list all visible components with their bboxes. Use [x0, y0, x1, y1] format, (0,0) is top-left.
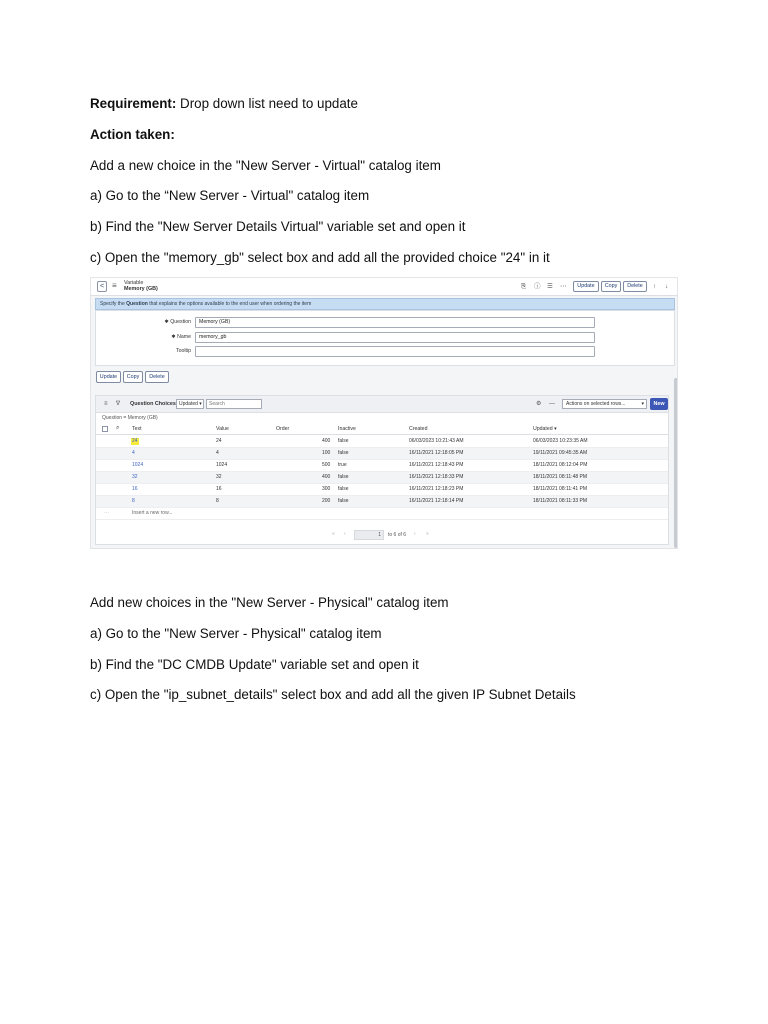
copy-button[interactable]: Copy	[123, 371, 143, 383]
record-name: Memory (GB)	[124, 286, 158, 292]
virtual-step-a: a) Go to the “New Server - Virtual" catalog item	[90, 188, 370, 203]
cell-text[interactable]: 16	[132, 486, 138, 492]
banner-bold: Question	[126, 301, 148, 307]
name-input[interactable]: memory_gb	[195, 332, 595, 343]
physical-step-a: a) Go to the "New Server - Physical" catalog item	[90, 626, 382, 641]
prev-page-icon[interactable]: ‹	[344, 531, 346, 537]
record-type: Variable	[124, 280, 144, 286]
physical-intro: Add new choices in the "New Server - Physical" catalog item	[90, 595, 449, 610]
question-choices-list	[95, 395, 669, 545]
list-collapse-icon[interactable]: —	[549, 401, 555, 407]
cell-created: 16/11/2021 12:18:43 PM	[409, 462, 464, 468]
search-icon[interactable]: ⌕	[116, 425, 120, 431]
cell-order: 500	[322, 462, 331, 468]
cell-order: 300	[322, 486, 331, 492]
breadcrumb[interactable]: Question = Memory (GB)	[102, 415, 158, 421]
page-count: to 6 of 6	[388, 532, 407, 538]
table-row[interactable]	[96, 496, 668, 508]
cell-value: 16	[216, 486, 222, 492]
requirement-line	[90, 95, 358, 113]
tooltip-label: Tooltip	[176, 348, 191, 354]
cell-inactive: false	[338, 450, 349, 456]
next-page-icon[interactable]: ›	[414, 531, 416, 537]
banner-prefix: Specify the	[100, 301, 127, 307]
settings-icon[interactable]: ☰	[547, 283, 553, 290]
sort-select[interactable]: Updated ▾	[176, 399, 204, 409]
page-input[interactable]: 1	[354, 530, 384, 540]
header-delete-button[interactable]: Delete	[623, 281, 647, 292]
back-button[interactable]: <	[97, 281, 107, 292]
cell-inactive: false	[338, 486, 349, 492]
col-updated[interactable]: Updated ▾	[533, 426, 557, 432]
table-row[interactable]	[96, 448, 668, 460]
virtual-step-c: c) Open the "memory_gb" select box and add all the provided choice "24" in it	[90, 250, 550, 265]
info-icon[interactable]: ⓘ	[534, 283, 541, 290]
delete-button[interactable]: Delete	[145, 371, 169, 383]
cell-order: 400	[322, 474, 331, 480]
new-button[interactable]: New	[650, 398, 668, 410]
col-text[interactable]: Text	[132, 426, 142, 432]
cell-value: 32	[216, 474, 222, 480]
col-inactive[interactable]: Inactive	[338, 426, 356, 432]
attachment-icon[interactable]: ⎘	[521, 283, 527, 290]
table-header	[96, 424, 668, 435]
menu-icon[interactable]: ≡	[112, 281, 117, 290]
cell-updated: 18/11/2021 08:11:48 PM	[533, 474, 588, 480]
tooltip-input[interactable]	[195, 346, 595, 357]
table-row[interactable]	[96, 484, 668, 496]
header-copy-button[interactable]: Copy	[601, 281, 621, 292]
virtual-intro: Add a new choice in the "New Server - Virtual" catalog item	[90, 158, 441, 173]
cell-updated: 18/11/2021 08:12:04 PM	[533, 462, 588, 468]
cell-value: 1024	[216, 462, 228, 468]
cell-updated: 18/11/2021 08:11:33 PM	[533, 498, 588, 504]
action-taken-label: Action taken:	[90, 127, 175, 142]
table-row[interactable]	[96, 436, 668, 448]
question-input[interactable]: Memory (GB)	[195, 317, 595, 328]
cell-value: 24	[216, 438, 222, 444]
info-banner	[95, 298, 675, 310]
cell-created: 06/03/2023 10:21:43 AM	[409, 438, 464, 444]
cell-inactive: false	[338, 498, 349, 504]
cell-text[interactable]: 24	[132, 438, 138, 444]
header-update-button[interactable]: Update	[573, 281, 599, 292]
actions-select[interactable]: Actions on selected rows... ▾	[562, 399, 647, 409]
cell-text[interactable]: 32	[132, 474, 138, 480]
table-row[interactable]	[96, 472, 668, 484]
arrow-down-icon[interactable]: ↓	[665, 283, 669, 290]
name-label: ✱ Name	[171, 334, 191, 340]
list-toolbar	[96, 396, 668, 413]
col-created[interactable]: Created	[409, 426, 428, 432]
arrow-up-icon[interactable]: ↑	[653, 283, 657, 290]
search-input[interactable]: Search	[206, 399, 262, 409]
banner-suffix: that explains the options available to the end user when ordering the item	[147, 301, 312, 307]
first-page-icon[interactable]: «	[332, 531, 335, 537]
variable-form	[95, 310, 675, 366]
col-value[interactable]: Value	[216, 426, 229, 432]
cell-inactive: true	[338, 462, 347, 468]
cell-updated: 06/03/2023 10:23:35 AM	[533, 438, 588, 444]
physical-step-b: b) Find the "DC CMDB Update" variable set and open it	[90, 657, 419, 672]
cell-inactive: false	[338, 438, 349, 444]
update-button[interactable]: Update	[96, 371, 121, 383]
table-row[interactable]	[96, 460, 668, 472]
cell-value: 4	[216, 450, 219, 456]
requirement-label: Requirement:	[90, 96, 177, 111]
cell-text[interactable]: 1024	[132, 462, 144, 468]
question-label: ✱ Question	[164, 319, 191, 325]
cell-inactive: false	[338, 474, 349, 480]
cell-text[interactable]: 4	[132, 450, 135, 456]
cell-order: 200	[322, 498, 331, 504]
cell-order: 100	[322, 450, 331, 456]
cell-created: 16/11/2021 12:18:05 PM	[409, 450, 464, 456]
cell-value: 8	[216, 498, 219, 504]
form-header	[91, 278, 677, 296]
scrollbar[interactable]	[674, 378, 678, 548]
more-icon[interactable]: ⋯	[560, 283, 567, 290]
cell-text[interactable]: 8	[132, 498, 135, 504]
embedded-screenshot	[90, 277, 678, 549]
cell-created: 16/11/2021 12:18:23 PM	[409, 486, 464, 492]
cell-created: 16/11/2021 12:18:14 PM	[409, 498, 464, 504]
pagination	[96, 527, 668, 541]
requirement-text: Drop down list need to update	[176, 96, 358, 111]
action-taken-heading	[90, 126, 175, 144]
physical-step-c: c) Open the "ip_subnet_details" select box and add all the given IP Subnet Details	[90, 687, 576, 702]
select-all-checkbox[interactable]	[102, 426, 108, 432]
insert-row-label[interactable]: Insert a new row...	[132, 510, 173, 516]
virtual-step-b: b) Find the "New Server Details Virtual" variable set and open it	[90, 219, 466, 234]
insert-row[interactable]	[96, 508, 668, 520]
cell-updated: 18/11/2021 08:11:41 PM	[533, 486, 588, 492]
list-menu-icon[interactable]: ≡	[104, 401, 108, 407]
list-title: Question Choices	[130, 401, 176, 407]
cell-updated: 19/11/2021 09:45:35 AM	[533, 450, 588, 456]
filter-icon[interactable]: ∇	[116, 401, 121, 407]
last-page-icon[interactable]: »	[426, 531, 429, 537]
cell-order: 400	[322, 438, 331, 444]
cell-created: 16/11/2021 12:18:33 PM	[409, 474, 464, 480]
col-order[interactable]: Order	[276, 426, 290, 432]
insert-dots: ⋯	[104, 510, 109, 516]
list-settings-icon[interactable]: ⚙	[536, 401, 542, 407]
